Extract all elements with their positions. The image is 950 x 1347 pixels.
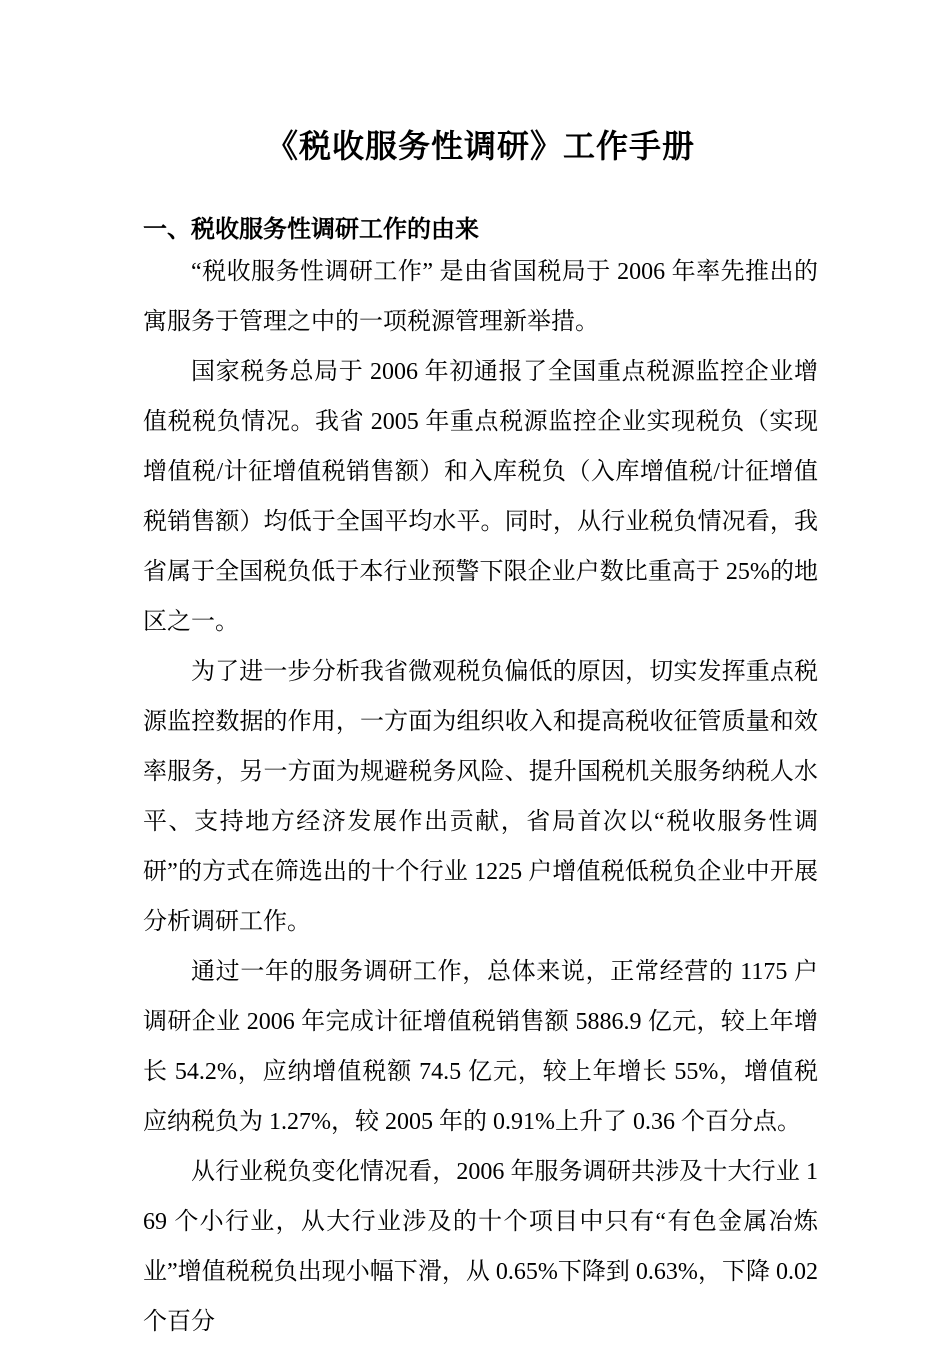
paragraph-origin-intro: “税收服务性调研工作” 是由省国税局于 2006 年率先推出的寓服务于管理之中的一项税源管理新举措。	[143, 259, 818, 335]
document-title: 《税收服务性调研》工作手册	[265, 128, 695, 164]
paragraph-yearly-results: 通过一年的服务调研工作，总体来说，正常经营的 1175 户调研企业 2006 年完成计征增值税销售额 5886.9 亿元，较上年增长 54.2%，应纳增值税额 74.5 亿元，较上年增长 55%，增值税应纳税负为 1.27%，较 2005 年的 0.91%上升了 0.36 个百分点。	[143, 959, 818, 1135]
paragraph-national-bureau-report: 国家税务总局于 2006 年初通报了全国重点税源监控企业增值税税负情况。我省 2005 年重点税源监控企业实现税负（实现增值税/计征增值税销售额）和入库税负（入库增值税/计征增值税销售额）均低于全国平均水平。同时，从行业税负情况看，我省属于全国税负低于本行业预警下限企业户数比重高于 25%的地区之一。	[143, 359, 818, 635]
paragraph-analysis-purpose: 为了进一步分析我省微观税负偏低的原因，切实发挥重点税源监控数据的作用，一方面为组织收入和提高税收征管质量和效率服务，另一方面为规避税务风险、提升国税机关服务纳税人水平、支持地方经济发展作出贡献，省局首次以“税收服务性调研”的方式在筛选出的十个行业 1225 户增值税低税负企业中开展分析调研工作。	[143, 659, 818, 935]
section-heading: 一、税收服务性调研工作的由来	[143, 217, 479, 243]
paragraph-industry-tax-change: 从行业税负变化情况看，2006 年服务调研共涉及十大行业 169 个小行业，从大行业涉及的十个项目中只有“有色金属冶炼业”增值税税负出现小幅下滑，从 0.65%下降到 0.63%，下降 0.02 个百分	[143, 1159, 818, 1335]
